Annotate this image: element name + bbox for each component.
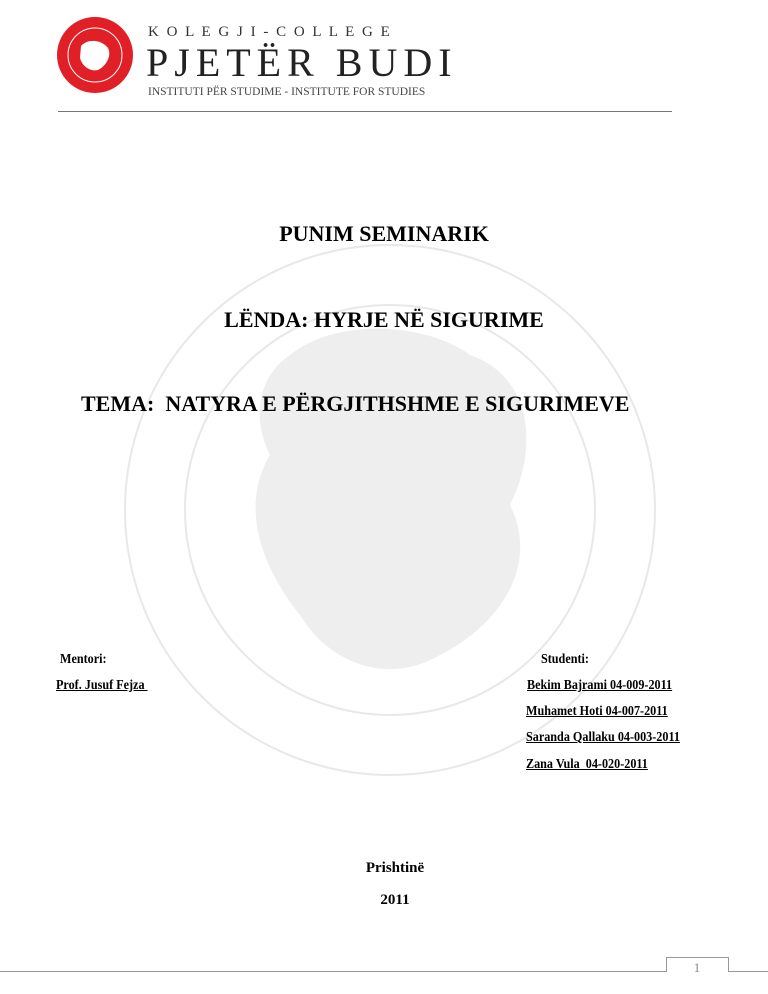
footer-line-right	[728, 971, 768, 972]
footer-line-left	[0, 971, 667, 972]
document-title: PUNIM SEMINARIK	[279, 221, 489, 246]
student-item: Muhamet Hoti 04-007-2011	[526, 703, 668, 718]
topic-line: TEMA: NATYRA E PËRGJITHSHME E SIGURIMEVE	[81, 391, 630, 416]
page-number: 1	[693, 960, 701, 975]
mentor-name: Prof. Jusuf Fejza	[56, 677, 148, 692]
students-label: Studenti:	[541, 651, 589, 666]
student-item: Bekim Bajrami 04-009-2011	[527, 677, 673, 692]
place: Prishtinë	[365, 860, 425, 876]
header-divider	[58, 111, 672, 112]
college-logo	[56, 16, 134, 94]
subject-line: LËNDA: HYRJE NË SIGURIME	[224, 307, 544, 332]
college-subtitle: INSTITUTI PËR STUDIME - INSTITUTE FOR STUDIES	[148, 86, 426, 98]
year: 2011	[380, 892, 410, 908]
college-name: PJETËR BUDI	[146, 40, 458, 85]
mentor-label: Mentori:	[60, 651, 107, 666]
student-item: Saranda Qallaku 04-003-2011	[526, 729, 680, 744]
student-item: Zana Vula 04-020-2011	[526, 756, 648, 771]
college-kicker: K O L E G J I - C O L L E G E	[148, 24, 392, 40]
